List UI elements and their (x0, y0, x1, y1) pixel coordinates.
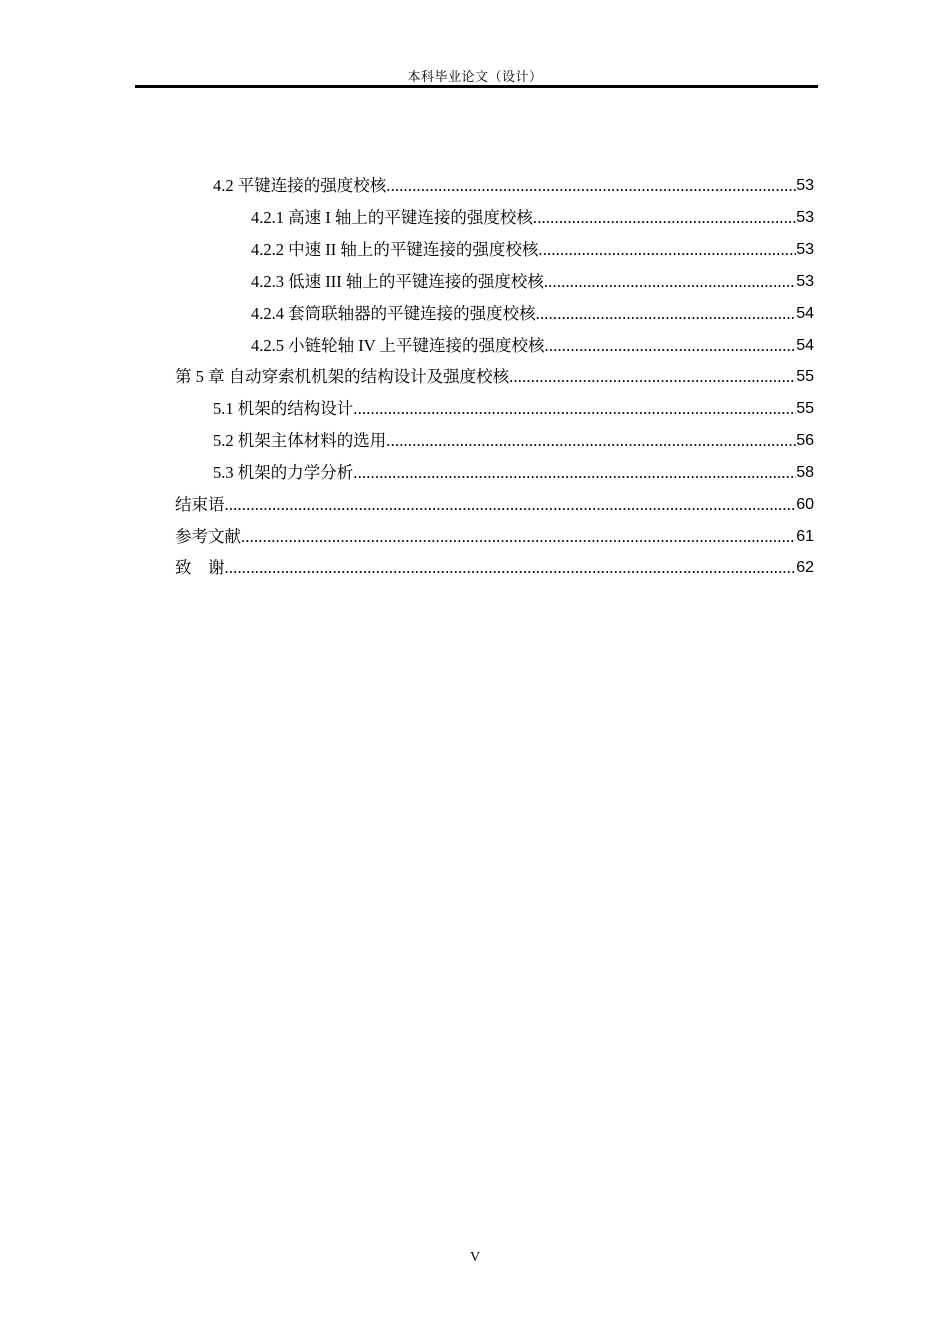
toc-entry-label: 4.2.2 中速 II 轴上的平键连接的强度校核 (251, 240, 539, 259)
toc-entry-5-3[interactable] (213, 462, 814, 484)
toc-dot-leader (225, 557, 797, 579)
toc-entry-4-2-4[interactable] (251, 303, 814, 325)
toc-dot-leader (536, 303, 797, 325)
toc-entry-page: 56 (796, 432, 814, 449)
toc-dot-leader (225, 494, 797, 516)
toc-entry-conclusion[interactable] (175, 494, 814, 516)
toc-dot-leader (353, 398, 796, 420)
toc-entry-4-2-3[interactable] (251, 271, 814, 293)
toc-entry-label: 4.2.4 套筒联轴器的平键连接的强度校核 (251, 304, 536, 323)
page-number: V (469, 1250, 481, 1265)
toc-dot-leader (353, 462, 796, 484)
toc-entry-page: 60 (796, 496, 814, 513)
toc-entry-page: 54 (796, 305, 814, 322)
toc-entry-label: 参考文献 (175, 527, 241, 546)
toc-dot-leader (538, 239, 796, 261)
toc-entry-page: 53 (796, 273, 814, 290)
toc-entry-page: 53 (796, 241, 814, 258)
toc-entry-page: 53 (796, 209, 814, 226)
toc-entry-label: 4.2.5 小链轮轴 IV 上平键连接的强度校核 (251, 336, 545, 355)
toc-entry-page: 54 (796, 337, 814, 354)
toc-dot-leader (545, 335, 797, 357)
toc-entry-4-2-5[interactable] (251, 335, 814, 357)
toc-entry-label: 4.2.1 高速 I 轴上的平键连接的强度校核 (251, 208, 533, 227)
toc-dot-leader (386, 430, 796, 452)
toc-entry-4-2[interactable] (213, 175, 814, 197)
toc-entry-page: 55 (796, 400, 814, 417)
toc-entry-4-2-1[interactable] (251, 207, 814, 229)
toc-entry-page: 53 (796, 177, 814, 194)
header-divider (135, 85, 818, 88)
toc-entry-label: 4.2 平键连接的强度校核 (213, 176, 387, 195)
toc-entry-chapter-5[interactable] (175, 366, 814, 388)
toc-dot-leader (386, 175, 796, 197)
toc-dot-leader (544, 271, 796, 293)
toc-entry-5-1[interactable] (213, 398, 814, 420)
toc-entry-references[interactable] (175, 526, 814, 548)
toc-entry-label: 结束语 (175, 495, 225, 514)
toc-entry-page: 61 (796, 528, 814, 545)
toc-entry-label: 致 谢 (175, 558, 225, 577)
toc-entry-4-2-2[interactable] (251, 239, 814, 261)
toc-entry-page: 55 (796, 368, 814, 385)
toc-dot-leader (509, 366, 796, 388)
toc-entry-label: 5.2 机架主体材料的选用 (213, 431, 387, 450)
toc-entry-5-2[interactable] (213, 430, 814, 452)
toc-entry-acknowledgements[interactable] (175, 557, 814, 579)
page-header-title: 本科毕业论文（设计） (407, 69, 543, 84)
toc-dot-leader (533, 207, 796, 229)
toc-entry-label: 4.2.3 低速 III 轴上的平键连接的强度校核 (251, 272, 544, 291)
toc-entry-label: 第 5 章 自动穿索机机架的结构设计及强度校核 (175, 367, 510, 386)
toc-dot-leader (241, 526, 796, 548)
toc-entry-label: 5.3 机架的力学分析 (213, 463, 354, 482)
toc-entry-page: 62 (796, 559, 814, 576)
toc-entry-page: 58 (796, 464, 814, 481)
toc-entry-label: 5.1 机架的结构设计 (213, 399, 354, 418)
